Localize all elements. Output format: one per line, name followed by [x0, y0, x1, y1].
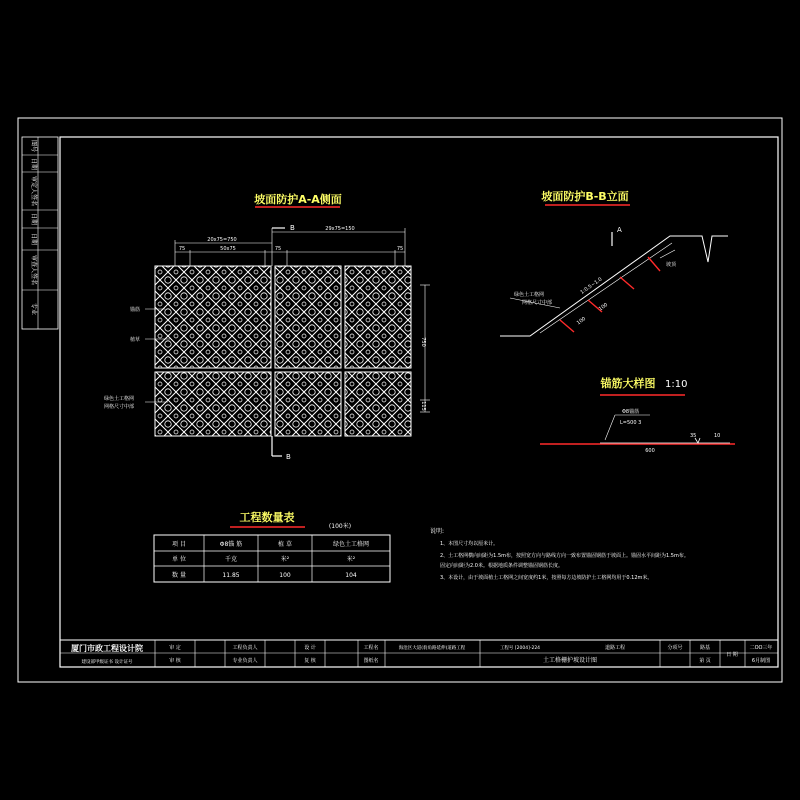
- table-cell: 米²: [280, 556, 290, 563]
- tb-r2-b: 专业负责人: [232, 658, 258, 664]
- slope-profile: [500, 236, 728, 336]
- geonet-label: 绿色土工格网: [104, 396, 135, 402]
- table-cell: 千克: [224, 556, 238, 563]
- side-strip: [22, 137, 58, 329]
- table-cell: Φ8锚 筋: [219, 541, 243, 548]
- cut-b-bottom-label: B: [286, 453, 291, 461]
- tb-r1-h: 分项号: [667, 645, 683, 651]
- slope-anchors: [560, 257, 660, 332]
- cut-a-label: A: [617, 226, 622, 234]
- tb-r1-a: 审 定: [169, 645, 181, 651]
- note-item-4: 3、本设计，由于坡面植土工格网之间宽度约1米，按照每方边坡防护土工格网均用于0.12m米。: [440, 575, 653, 581]
- side-cell-0: 图号: [30, 139, 37, 153]
- cut-b-top-label: B: [290, 224, 295, 232]
- table-row: [172, 540, 369, 548]
- anchor-len-hook: 35: [690, 433, 697, 439]
- anchor-detail-title: 锚筋大样图: [600, 377, 656, 390]
- tb-r2-a: 审 核: [169, 658, 181, 664]
- section-a-title: 坡面防护A-A侧面: [254, 193, 342, 206]
- side-cell-2: 审定人签名: [30, 175, 37, 207]
- slope-top-leader: [660, 250, 675, 258]
- dim-sub-right: 75: [396, 246, 404, 252]
- tb-r2-c: 复 核: [304, 658, 316, 664]
- lattice-panel-4: [155, 372, 271, 436]
- table-cell: 单 位: [172, 556, 186, 563]
- slope-geonet-label: 绿色土工格网: [514, 292, 545, 298]
- tb-r2-k: 6月制图: [751, 658, 771, 664]
- anchor-label: 锚筋: [130, 307, 141, 313]
- slope-top-label: 坡顶: [666, 262, 677, 268]
- side-cell-5: 审查人签名: [30, 254, 37, 286]
- geonet-sub-label: 网格尺寸中部: [104, 404, 135, 410]
- tb-r1-f: 工程号 [2004]-224: [499, 646, 541, 651]
- dim-right-tall: 750: [420, 337, 426, 347]
- side-cell-1: 日期: [30, 157, 37, 171]
- dim-sub-mid: 50x75: [220, 246, 236, 252]
- table-cell: 米²: [346, 556, 356, 563]
- lattice-panel-3: [345, 266, 411, 368]
- table-cell: 绿色土工格网: [332, 541, 370, 548]
- table-cell: 数 量: [172, 572, 186, 579]
- tb-r1-b: 工程负责人: [232, 645, 258, 651]
- tb-r1-g: 道路工程: [604, 645, 626, 651]
- grass-label: 植草: [130, 337, 141, 343]
- tb-r2-e: 土工格栅护坡设计图: [542, 657, 598, 664]
- quantity-table-unit: (100米): [328, 523, 352, 530]
- dim-sub-mid2: 75: [274, 246, 282, 252]
- note-item-2: 2、土工格网横向间距为1.5m布，按照宽方向与路线方向一致布置锚固钢筋于坡面上。锚固水平间距为1.5m布。: [440, 553, 689, 559]
- lattice-panel-2: [275, 266, 341, 368]
- table-cell: 104: [345, 572, 357, 579]
- table-row: [172, 555, 356, 563]
- slope-geonet-sub-label: 网格尺寸中部: [522, 300, 553, 306]
- anchor-label-1: Φ8锚筋: [622, 409, 640, 415]
- lattice-panel-6: [345, 372, 411, 436]
- slope-dim2: 100: [597, 301, 610, 313]
- dim-sub-left: 75: [178, 246, 186, 252]
- table-cell: 植 草: [278, 541, 292, 548]
- section-b-title: 坡面防护B-B立面: [541, 190, 629, 203]
- quantity-table: [154, 510, 390, 582]
- tb-r1-e: 海沧区大道(翁角路延伸)道路工程: [398, 646, 466, 651]
- dim-right-small: 115: [420, 401, 426, 411]
- table-cell: 项 目: [172, 541, 186, 548]
- anchor-detail-view: [540, 376, 735, 454]
- table-cell: 11.85: [222, 572, 240, 579]
- note-item-1: 1、本图尺寸均以厘米计。: [440, 541, 499, 547]
- anchor-label-leader: [605, 415, 615, 440]
- tb-r1-i: 路基: [699, 645, 711, 651]
- notes-heading: 说明:: [430, 528, 445, 535]
- side-cell-6: 专业: [30, 302, 37, 316]
- table-cell: 100: [279, 572, 291, 579]
- section-b-view: [500, 189, 728, 336]
- lattice-panel-5: [275, 372, 341, 436]
- lattice-panel-1: [155, 266, 271, 368]
- dim-top-right: 29x75=150: [325, 226, 355, 232]
- title-block: [60, 640, 778, 667]
- quantity-table-title: 工程数量表: [239, 511, 295, 524]
- tb-r1-k: 二OO三年: [749, 645, 773, 651]
- side-cell-3: 日期: [30, 212, 37, 226]
- dim-top-left: 20x75=750: [207, 237, 237, 243]
- tb-r1-j: 日 期: [726, 652, 738, 658]
- company-sub: 建设部甲级证书 设计证号: [81, 660, 133, 665]
- anchor-len-end: 10: [714, 433, 721, 439]
- anchor-label-2: L=500 3: [620, 420, 642, 426]
- side-cell-4: 日期: [30, 232, 37, 246]
- anchor-detail-scale: 1:10: [665, 379, 688, 390]
- tb-r1-d: 工程名: [363, 645, 379, 651]
- tb-r2-h: 第 页: [699, 658, 711, 664]
- table-row: [172, 571, 357, 579]
- tb-r2-d: 图纸名: [363, 658, 379, 664]
- company-name: 厦门市政工程设计院: [71, 644, 143, 653]
- slope-inner-line: [540, 243, 672, 333]
- tb-r1-c: 设 计: [304, 645, 316, 651]
- section-a-view: [104, 192, 430, 461]
- anchor-len-main: 600: [645, 448, 655, 454]
- slope-ratio-label: 1:0.5~1.0: [579, 276, 604, 296]
- notes-block: [430, 527, 689, 581]
- note-item-3: 固定向间距为2.0米。根据地质条件调整锚固钢筋长度。: [440, 563, 563, 569]
- slope-dim1: 100: [575, 315, 588, 327]
